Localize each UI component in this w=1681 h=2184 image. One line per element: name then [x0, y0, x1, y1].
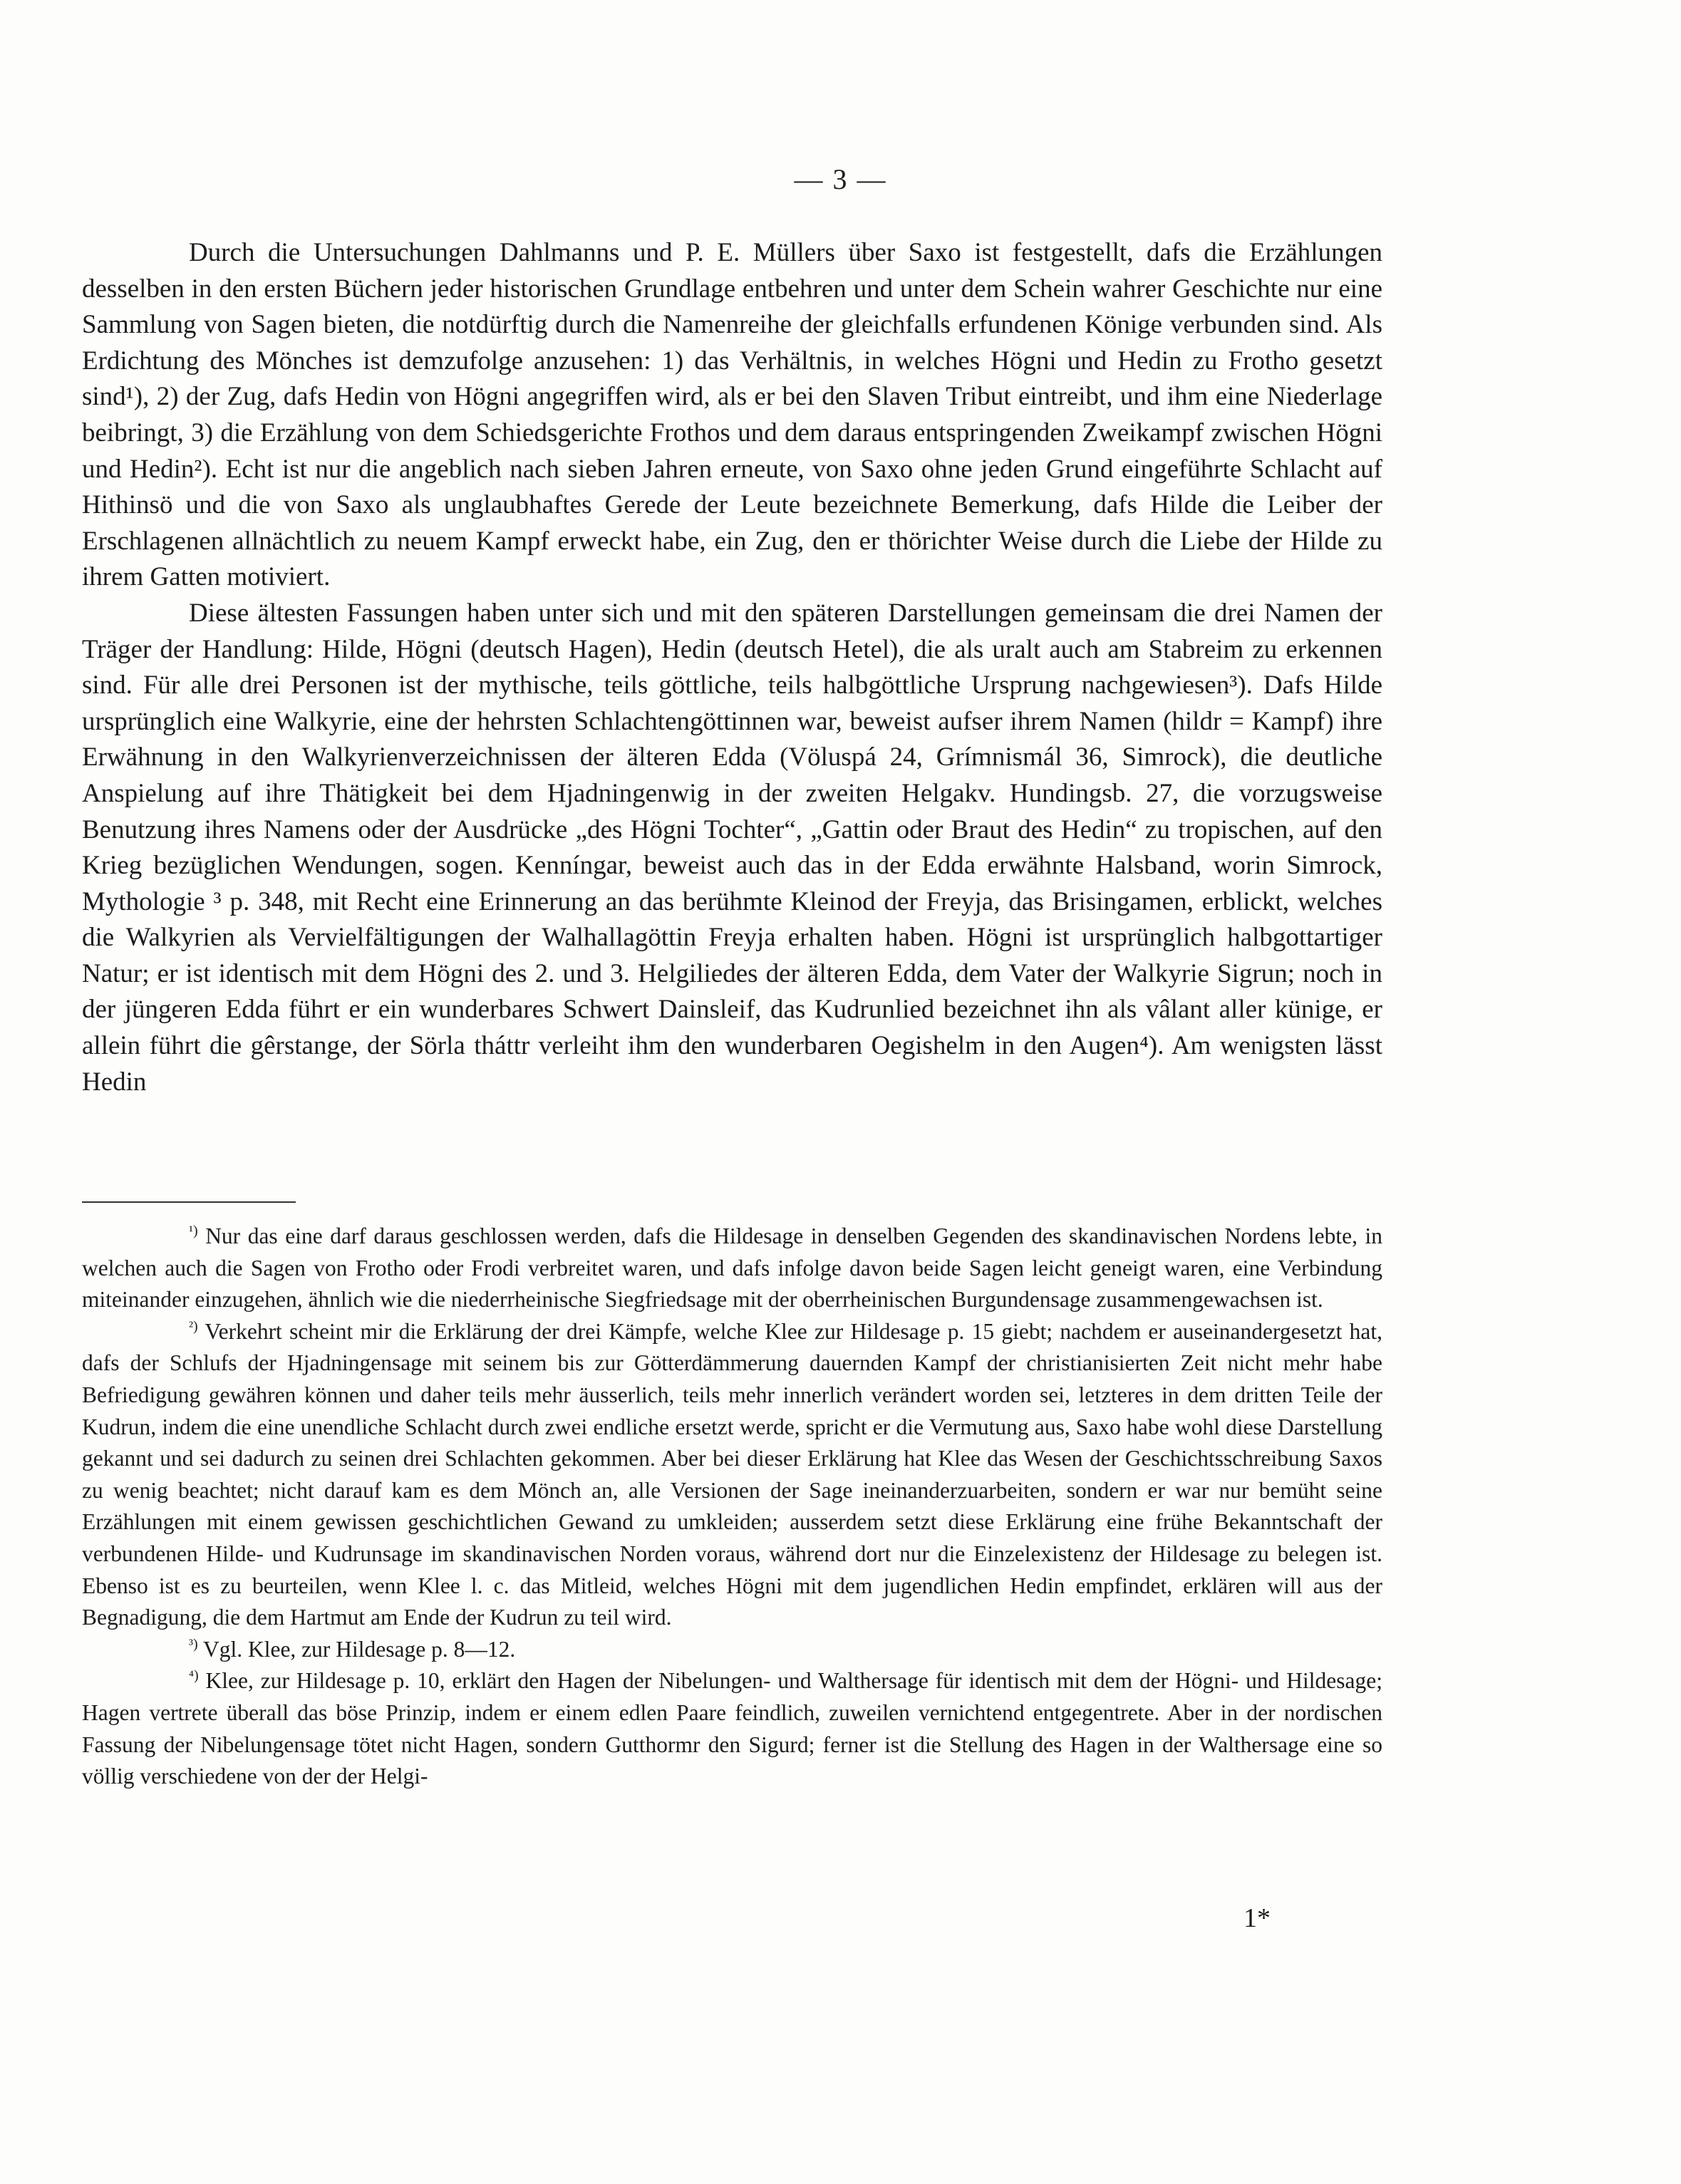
paragraph-2: Diese ältesten Fassungen haben unter sich und mit den späteren Darstellungen gemeinsam die drei Namen der Träger der Handlung: Hilde, Högni (deutsch Hagen), Hedin (deutsch Hetel), die als uralt auch am Stabreim zu erkennen sind. Für alle drei Personen ist der mythische, teils göttliche, teils halbgöttliche Ursprung nachgewiesen³). Dafs Hilde ursprünglich eine Walkyrie, eine der hehrsten Schlachtengöttinnen war, beweist aufser ihrem Namen (hildr = Kampf) ihre Erwähnung in den Walkyrienverzeichnissen der älteren Edda (Völuspá 24, Grímnismál 36, Simrock), die deutliche Anspielung auf ihre Thätigkeit bei dem Hjadningenwig in der zweiten Helgakv. Hundingsb. 27, die vorzugsweise Benutzung ihres Namens oder der Ausdrücke „des Högni Tochter“, „Gattin oder Braut des Hedin“ zu tropischen, auf den Krieg bezüglichen Wendungen, sogen. Kenníngar, beweist auch das in der Edda erwähnte Halsband, worin Simrock, Mythologie ³ p. 348, mit Recht eine Erinnerung an das berühmte Kleinod der Freyja, das Brisingamen, erblickt, welches die Walkyrien als Vervielfältigungen der Walhallagöttin Freyja erhalten haben. Högni ist ursprünglich halbgottartiger Natur; er ist identisch mit dem Högni des 2. und 3. Helgiliedes der älteren Edda, dem Vater der Walkyrie Sigrun; noch in der jüngeren Edda führt er ein wunderbares Schwert Dainsleif, das Kudrunlied bezeichnet ihn als vâlant aller künige, er allein führt die gêrstange, der Sörla tháttr verleiht ihm den wunderbaren Oegishelm in den Augen⁴). Am wenigsten lässt Hedin [82, 598, 1382, 1097]
footnote-marker: ³) [189, 1636, 198, 1652]
paragraph-1: Durch die Untersuchungen Dahlmanns und P. E. Müllers über Saxo ist festgestellt, dafs die Erzählungen desselben in den ersten Büchern jeder historischen Grundlage entbehren und unter dem Schein wahrer Geschichte nur eine Sammlung von Sagen bieten, die notdürftig durch die Namenreihe der gleichfalls erfundenen Könige verbunden sind. Als Erdichtung des Mönches ist demzufolge anzusehen: 1) das Verhältnis, in welches Högni und Hedin zu Frotho gesetzt sind¹), 2) der Zug, dafs Hedin von Högni angegriffen wird, als er bei den Slaven Tribut eintreibt, und ihm eine Niederlage beibringt, 3) die Erzählung von dem Schiedsgerichte Frothos und dem daraus entspringenden Zweikampf zwischen Högni und Hedin²). Echt ist nur die angeblich nach sieben Jahren erneute, von Saxo ohne jeden Grund eingeführte Schlacht auf Hithinsö und die von Saxo als unglaubhaftes Gerede der Leute bezeichnete Bemerkung, dafs Hilde die Leiber der Erschlagenen allnächtlich zu neuem Kampf erweckt habe, ein Zug, den er thörichter Weise durch die Liebe der Hilde zu ihrem Gatten motiviert. [82, 238, 1382, 592]
footnote-marker: ¹) [189, 1223, 198, 1239]
footnote-separator [82, 1201, 296, 1203]
page-number: — 3 — [794, 163, 887, 195]
footnote-text: Klee, zur Hildesage p. 10, erklärt den Hagen der Nibelungen- und Walthersage für identisch mit dem der Högni- und Hildesage; Hagen vertrete überall das böse Prinzip, indem er einem edlen Paare feindlich, zuweilen vernichtend entgegentrete. Aber in der nordischen Fassung der Nibelungensage tötet nicht Hagen, sondern Gutthormr den Sigurd; ferner ist die Stellung des Hagen in der Walthersage eine so völlig verschiedene von der der Helgi- [82, 1668, 1382, 1789]
footnote-marker: ²) [189, 1318, 198, 1335]
footnote-marker: ⁴) [189, 1667, 199, 1684]
footnote-2 [82, 1316, 1382, 1634]
footnote-text: Verkehrt scheint mir die Erklärung der drei Kämpfe, welche Klee zur Hildesage p. 15 giebt; nachdem er auseinandergesetzt hat, dafs der Schlufs der Hjadningensage mit seinem bis zur Götterdämmerung dauernden Kampf der christianisierten Zeit nicht mehr habe Befriedigung gewähren können und daher teils mehr äusserlich, teils mehr innerlich verändert worden sei, letzteres in dem dritten Teile der Kudrun, indem die eine unendliche Schlacht durch zwei endliche ersetzt werde, spricht er die Vermutung aus, Saxo habe wohl diese Darstellung gekannt und sei dadurch zu seinen drei Schlachten gekommen. Aber bei dieser Erklärung hat Klee das Wesen der Geschichtsschreibung Saxos zu wenig beachtet; nicht darauf kam es dem Mönch an, alle Versionen der Sage ineinanderzuarbeiten, sondern er war nur bemüht seine Erzählungen mit einem gewissen geschichtlichen Gewand zu umkleiden; ausserdem setzt diese Erklärung eine frühe Bekanntschaft der verbundenen Hilde- und Kudrunsage im skandinavischen Norden voraus, während dort nur die Einzelexistenz der Hildesage zu belegen ist. Ebenso ist es zu beurteilen, wenn Klee l. c. das Mitleid, welches Högni mit dem jugendlichen Hedin empfindet, erklären will aus der Begnadigung, die dem Hartmut am Ende der Kudrun zu teil wird. [82, 1318, 1382, 1630]
printer-signature: 1* [1243, 1903, 1271, 1933]
footnote-1 [82, 1221, 1382, 1316]
footnotes [82, 1221, 1382, 1793]
footnote-4 [82, 1665, 1382, 1792]
footnote-text: Nur das eine darf daraus geschlossen werden, dafs die Hildesage in denselben Gegenden des skandinavischen Nordens lebte, in welchen auch die Sagen von Frotho oder Frodi verbreitet waren, und dafs infolge davon beide Sagen leicht geneigt waren, eine Verbindung miteinander einzugehen, ähnlich wie die niederrheinische Siegfriedsage mit der oberrheinischen Burgundensage zusammengewachsen ist. [82, 1223, 1383, 1313]
footnote-text: Vgl. Klee, zur Hildesage p. 8—12. [202, 1636, 516, 1662]
main-text [82, 235, 1382, 1100]
footnote-3 [82, 1634, 1382, 1666]
